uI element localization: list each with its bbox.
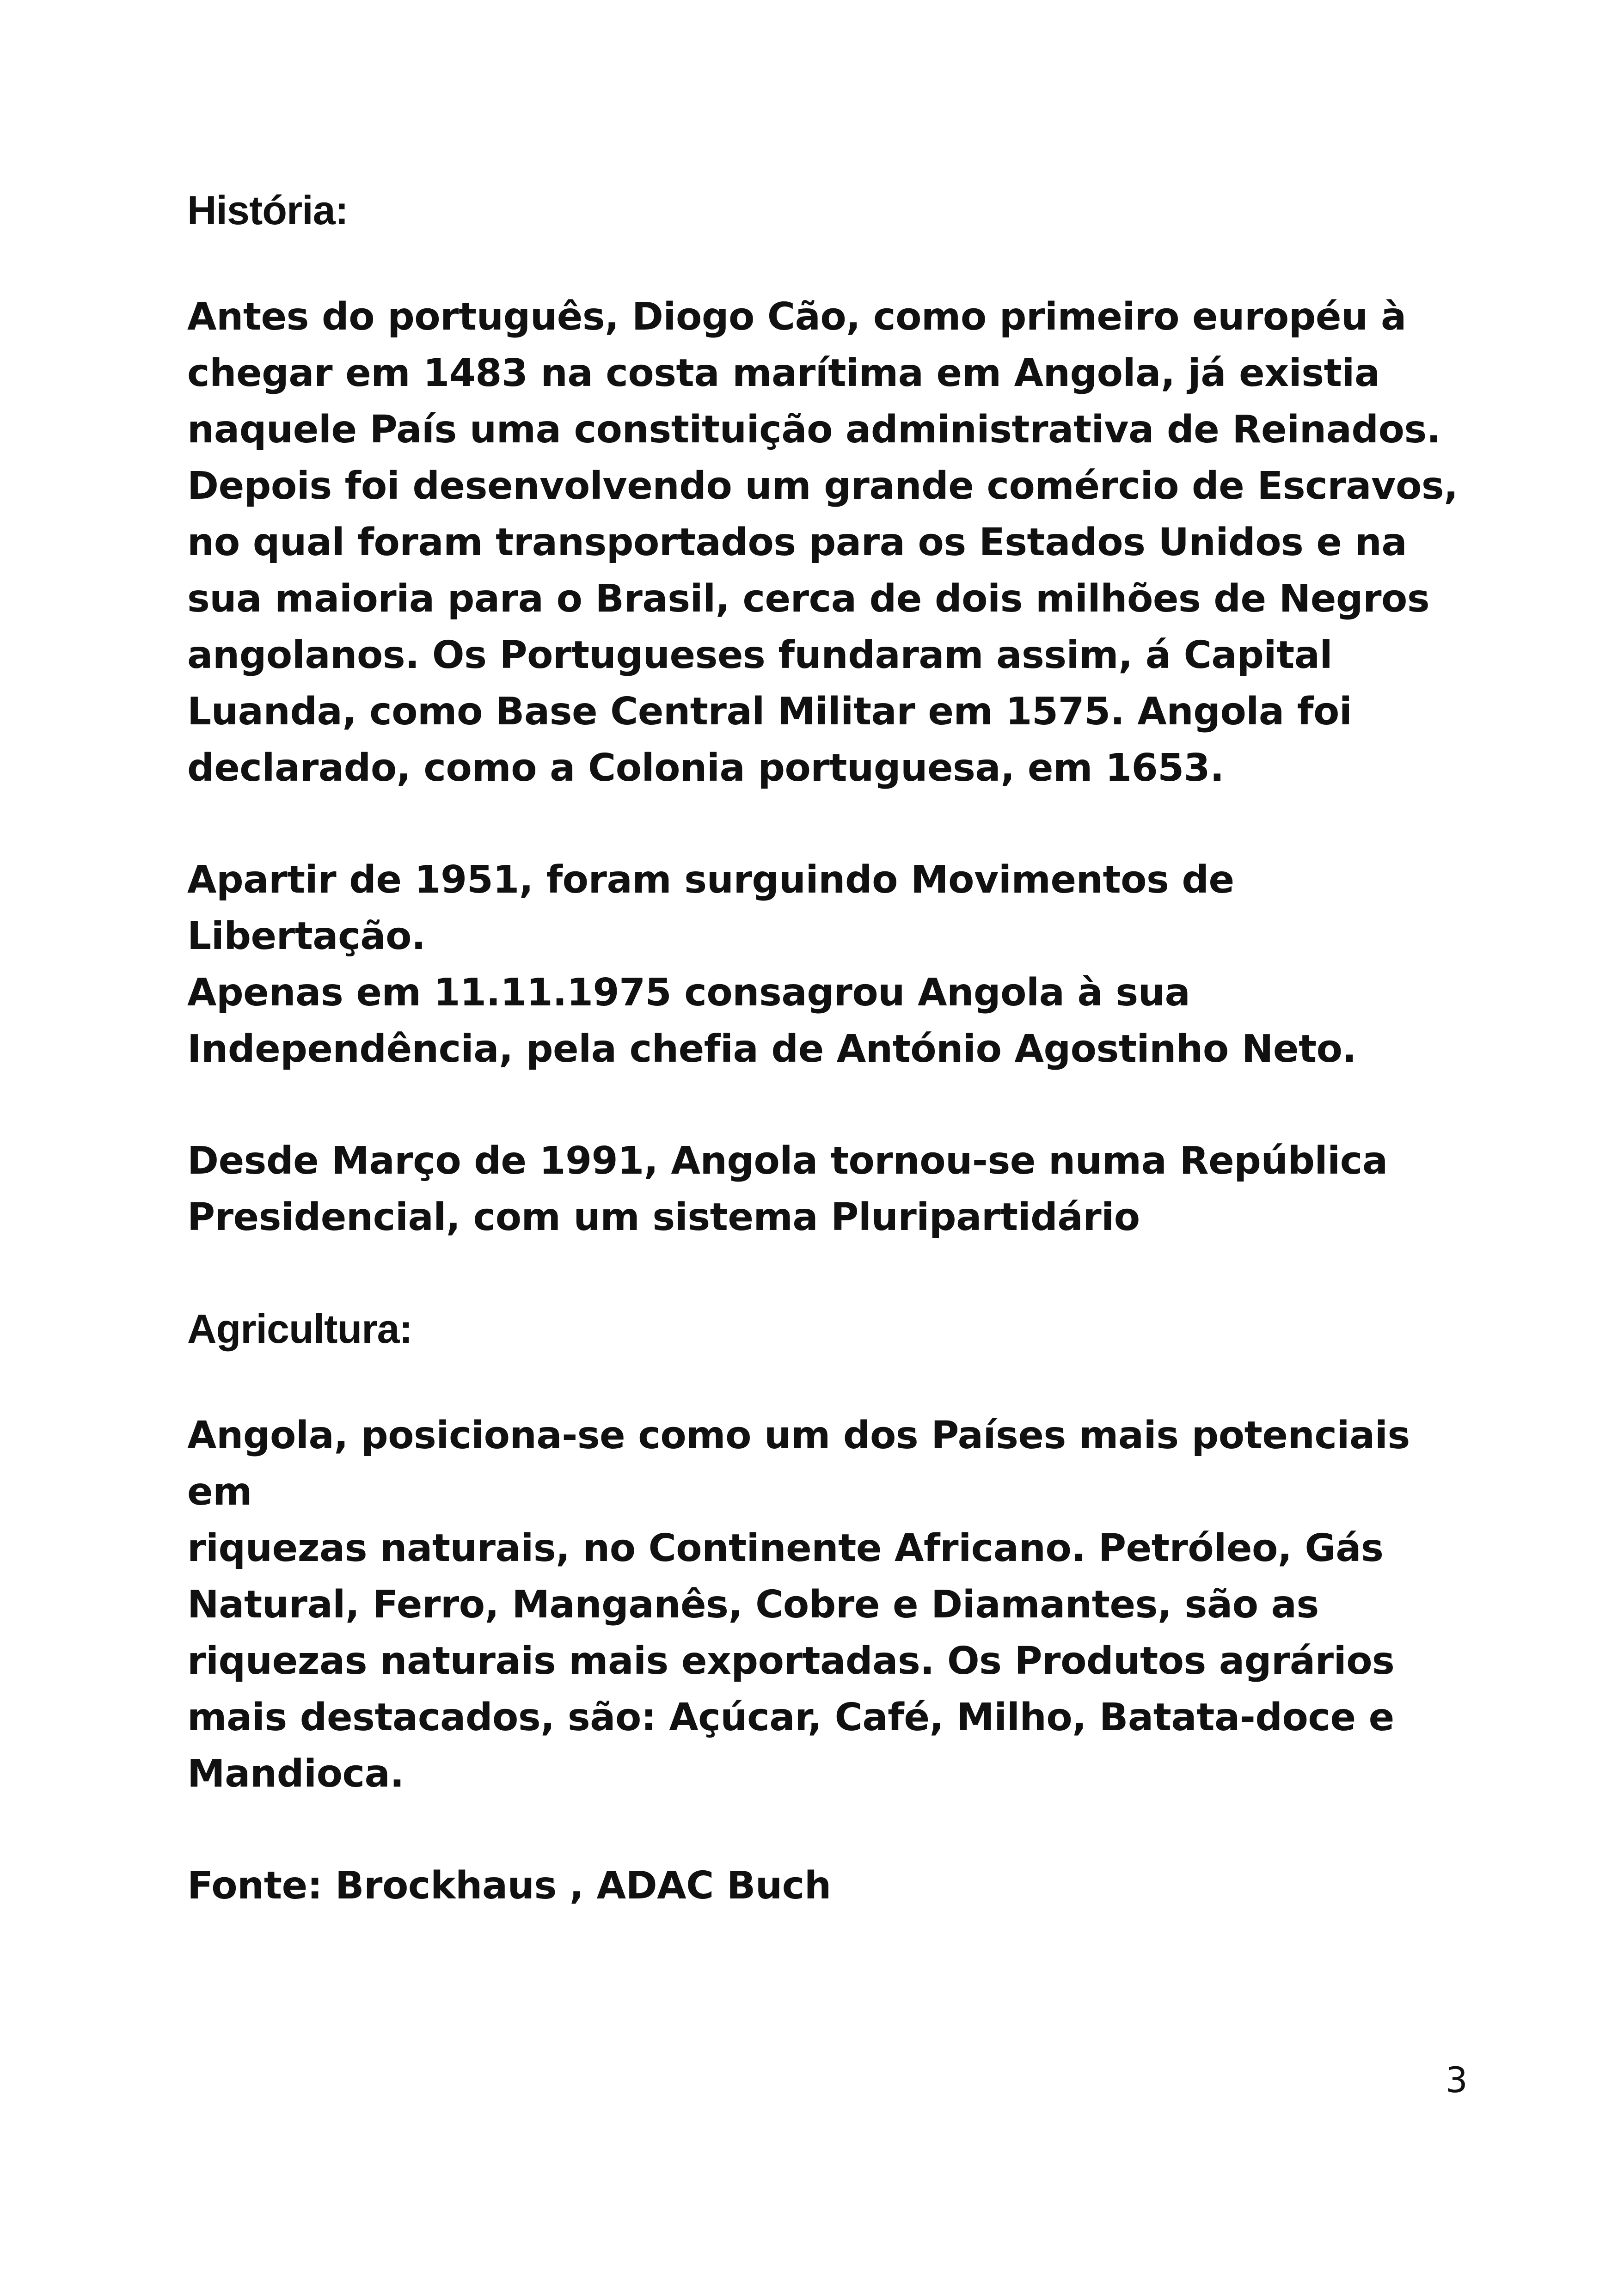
history-paragraph-2: Apartir de 1951, foram surguindo Movimentos de Libertação. Apenas em 11.11.1975 consagrou Angola à sua Independência, pela chefia de António Agostinho Neto.	[187, 858, 1357, 1071]
page-content	[187, 183, 1472, 1970]
agriculture-paragraph-1: Angola, posiciona-se como um dos Países mais potenciais em riquezas naturais, no Continente Africano. Petróleo, Gás Natural, Ferro, Manganês, Cobre e Diamantes, são as riquezas naturais mais exportadas. Os Produtos agrários mais destacados, são: Açúcar, Café, Milho, Batata-doce e Mandioca.	[187, 1414, 1410, 1796]
page-number: 3	[1445, 2059, 1468, 2100]
history-paragraph-1: Antes do português, Diogo Cão, como primeiro européu à chegar em 1483 na costa marítima em Angola, já existia naquele País uma constituição administrativa de Reinados. Depois foi desenvolvendo um grande comércio de Escravos, no qual foram transportados para os Estados Unidos e na sua maioria para o Brasil, cerca de dois milhões de Negros angolanos. Os Portugueses fundaram assim, á Capital Luanda, como Base Central Militar em 1575. Angola foi declarado, como a Colonia portuguesa, em 1653.	[187, 295, 1458, 790]
agriculture-heading: Agricultura:	[187, 1306, 412, 1352]
history-paragraph-3: Desde Março de 1991, Angola tornou-se numa República Presidencial, com um sistema Pluripartidário	[187, 1139, 1388, 1239]
history-heading: História:	[187, 187, 348, 233]
source-line: Fonte: Brockhaus , ADAC Buch	[187, 1864, 831, 1908]
